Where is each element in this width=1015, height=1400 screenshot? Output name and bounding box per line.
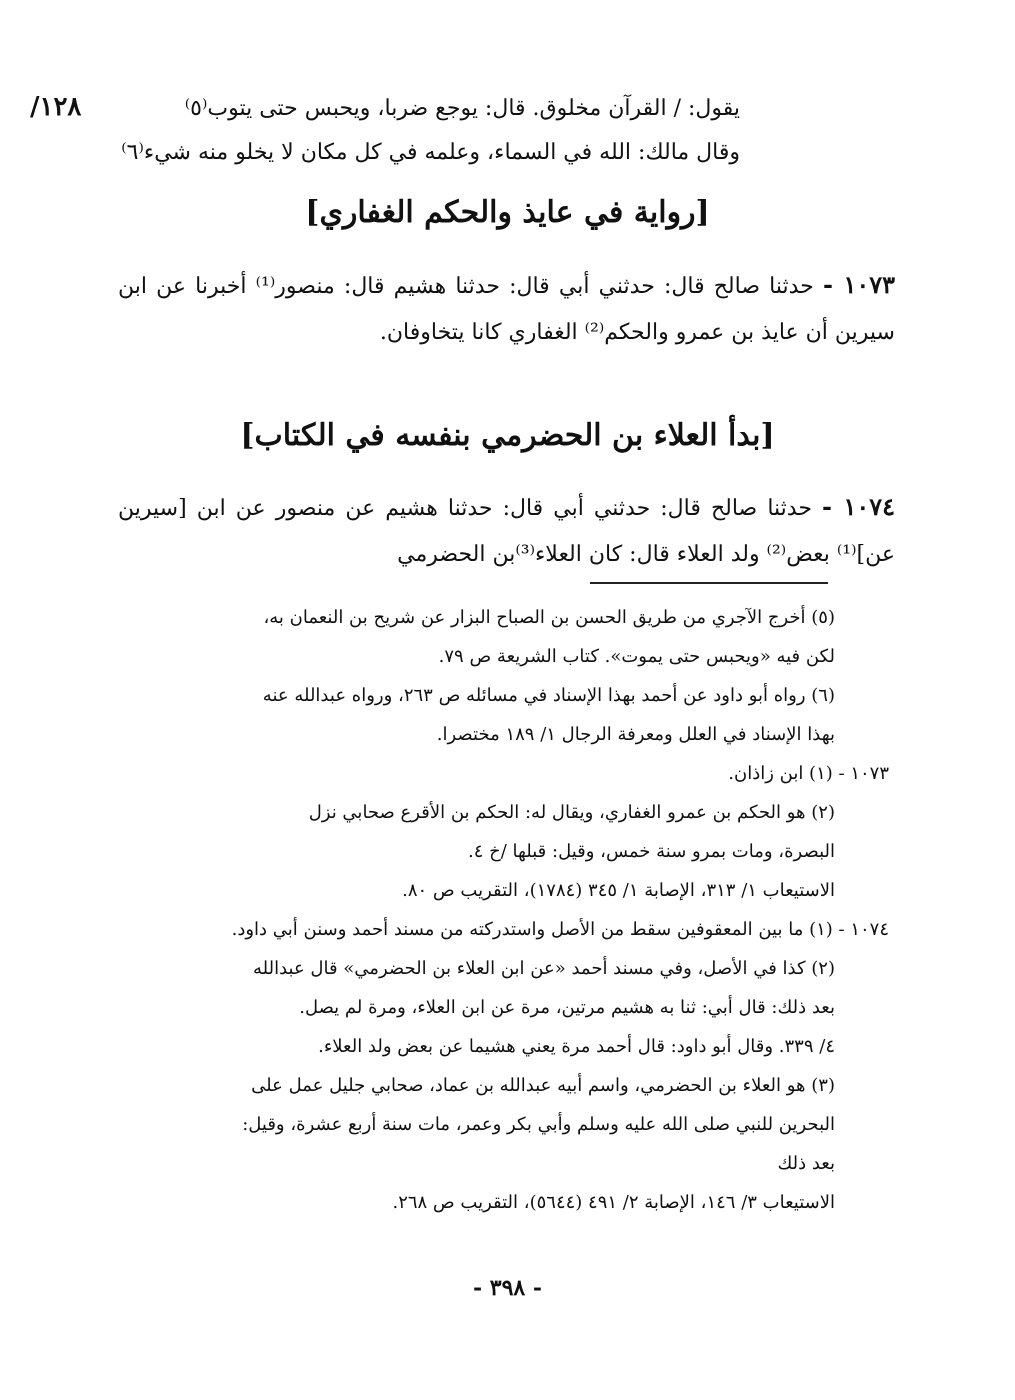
hadith-1074-paragraph — [118, 484, 895, 578]
section-heading-1073: [رواية في عايذ والحكم الغفاري] — [305, 195, 710, 230]
continuation-line-2: وقال مالك: الله في السماء، وعلمه في كل مكان لا يخلو منه شيء⁽٦⁾ — [121, 140, 740, 165]
footnote-1074-3-line-1: (٣) هو العلاء بن الحضرمي، واسم أبيه عبدالله بن عماد، صحابي جليل عمل على — [251, 1075, 835, 1096]
hadith-1073 — [118, 262, 895, 356]
footnote-1074-1: ١٠٧٤ - (١) ما بين المعقوفين سقط من الأصل واستدركته من مسند أحمد وسنن أبي داود. — [231, 919, 889, 940]
footnote-1073-2-line-1: (٢) هو الحكم بن عمرو الغفاري، ويقال له: الحكم بن الأقرع صحابي نزل — [308, 802, 835, 823]
section-heading-1074: [بدأ العلاء بن الحضرمي بنفسه في الكتاب] — [240, 418, 775, 453]
hadith-number-1073: ١٠٧٣ - — [822, 270, 895, 299]
footnote-1074-3-line-4: الاستيعاب ٣/ ١٤٦، الإصابة ٢/ ٤٩١ (٥٦٤٤)، التقريب ص ٢٦٨. — [392, 1192, 835, 1213]
footnote-1073-2-line-3: الاستيعاب ١/ ٣١٣، الإصابة ١/ ٣٤٥ (١٧٨٤)، التقريب ص ٨٠. — [402, 880, 835, 901]
footnote-1074-3-line-3: بعد ذلك — [777, 1153, 835, 1174]
hadith-1073-text: حدثنا صالح قال: حدثني أبي قال: حدثنا هشيم قال: منصور⁽¹⁾ أخبرنا عن ابن سيرين أن عايذ بن عمرو والحكم⁽²⁾ الغفاري كانا يتخاوفان. — [118, 274, 895, 345]
hadith-1074-text: حدثنا صالح قال: حدثني أبي قال: حدثنا هشيم عن منصور عن ابن [سيرين عن]⁽¹⁾ بعض⁽²⁾ ولد العلاء قال: كان العلاء⁽³⁾بن الحضرمي — [118, 496, 895, 567]
footnote-5-line-2: لكن فيه «ويحبس حتى يموت». كتاب الشريعة ص ٧٩. — [438, 646, 835, 667]
footnote-1073-1: ١٠٧٣ - (١) ابن زاذان. — [728, 763, 889, 784]
footnote-1073-2-line-2: البصرة، ومات بمرو سنة خمس، وقيل: قبلها /خ ٤. — [467, 841, 835, 862]
hadith-1074 — [118, 484, 895, 578]
hadith-number-1074: ١٠٧٤ - — [822, 492, 895, 521]
hadith-1073-paragraph — [118, 262, 895, 356]
footnotes — [115, 598, 889, 1222]
margin-reference: /١٢٨ — [30, 92, 82, 122]
continuation-line-1: يقول: / القرآن مخلوق. قال: يوجع ضربا، ويحبس حتى يتوب⁽٥⁾ — [184, 96, 740, 121]
footnote-1074-2-line-3: ٤/ ٣٣٩. وقال أبو داود: قال أحمد مرة يعني هشيما عن بعض ولد العلاء. — [318, 1036, 835, 1057]
footnote-5-line-1: (٥) أخرج الآجري من طريق الحسن بن الصباح البزار عن شريح بن النعمان به، — [263, 607, 835, 628]
footnote-1074-3-line-2: البحرين للنبي صلى الله عليه وسلم وأبي بكر وعمر، مات سنة أربع عشرة، وقيل: — [242, 1114, 835, 1135]
page-number: - ٣٩٨ - — [472, 1275, 543, 1301]
footnote-1074-2-line-2: بعد ذلك: قال أبي: ثنا به هشيم مرتين، مرة عن ابن العلاء، ومرة لم يصل. — [299, 997, 835, 1018]
footnote-separator — [590, 582, 828, 584]
footnote-6-line-2: بهذا الإسناد في العلل ومعرفة الرجال ١/ ١٨٩ مختصرا. — [436, 724, 835, 745]
footnote-6-line-1: (٦) رواه أبو داود عن أحمد بهذا الإسناد في مسائله ص ٢٦٣، ورواه عبدالله عنه — [262, 685, 835, 706]
footnote-1074-2-line-1: (٢) كذا في الأصل، وفي مسند أحمد «عن ابن العلاء بن الحضرمي» قال عبدالله — [252, 958, 835, 979]
